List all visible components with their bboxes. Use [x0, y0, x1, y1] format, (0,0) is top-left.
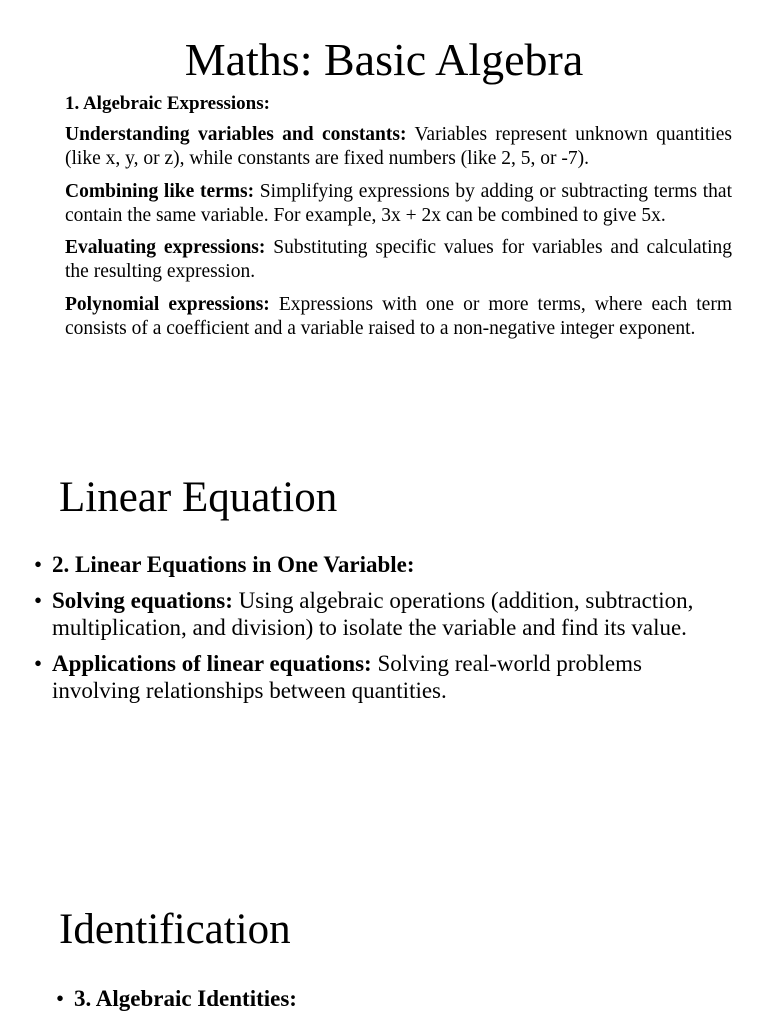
term-description: Using algebraic operations (addition, subtraction, multiplication, and division) to isolate the variable and find its value.: [52, 587, 694, 640]
term-label: 2. Linear Equations in One Variable:: [52, 552, 415, 577]
bullet-icon: •: [34, 650, 43, 676]
term-label: 3. Algebraic Identities:: [74, 986, 297, 1011]
list-item: [34, 650, 734, 705]
page-title: Maths: Basic Algebra: [184, 34, 584, 85]
term-description: Solving real-world problems involving relationships between quantities.: [52, 650, 642, 703]
linear-equation-heading: Linear Equation: [59, 474, 338, 521]
algebraic-expressions-section: [65, 92, 732, 349]
linear-equation-list: [34, 551, 734, 713]
bullet-icon: •: [34, 587, 43, 613]
bullet-icon: •: [56, 986, 65, 1011]
paragraph-like-terms: [65, 180, 732, 229]
term-label: Solving equations:: [52, 587, 233, 613]
term-label: Combining like terms:: [65, 180, 255, 202]
paragraph-variables-constants: [65, 123, 732, 172]
term-label: Applications of linear equations:: [52, 650, 372, 676]
paragraph-evaluating: [65, 236, 732, 285]
term-description: Expressions with one or more terms, where each term consists of a coefficient and a variable raised to a non-negative integer exponent.: [65, 293, 732, 340]
list-item: [34, 587, 734, 642]
list-item: [56, 985, 756, 1013]
identification-list: [56, 985, 756, 1021]
term-label: Polynomial expressions:: [65, 293, 270, 315]
term-label: Evaluating expressions:: [65, 237, 266, 259]
identification-heading: Identification: [59, 906, 291, 953]
bullet-icon: •: [34, 552, 43, 577]
term-description: Simplifying expressions by adding or subtracting terms that contain the same variable. For example, 3x + 2x can be combined to give 5x.: [65, 180, 732, 226]
term-description: Variables represent unknown quantities (like x, y, or z), while constants are fixed numbers (like 2, 5, or -7).: [65, 124, 733, 170]
term-label: Understanding variables and constants:: [65, 124, 407, 145]
list-item: [34, 551, 734, 579]
term-description: Substituting specific values for variables and calculating the resulting expression.: [65, 237, 732, 283]
section-heading: 1. Algebraic Expressions:: [65, 93, 270, 114]
paragraph-polynomial: [65, 293, 732, 342]
